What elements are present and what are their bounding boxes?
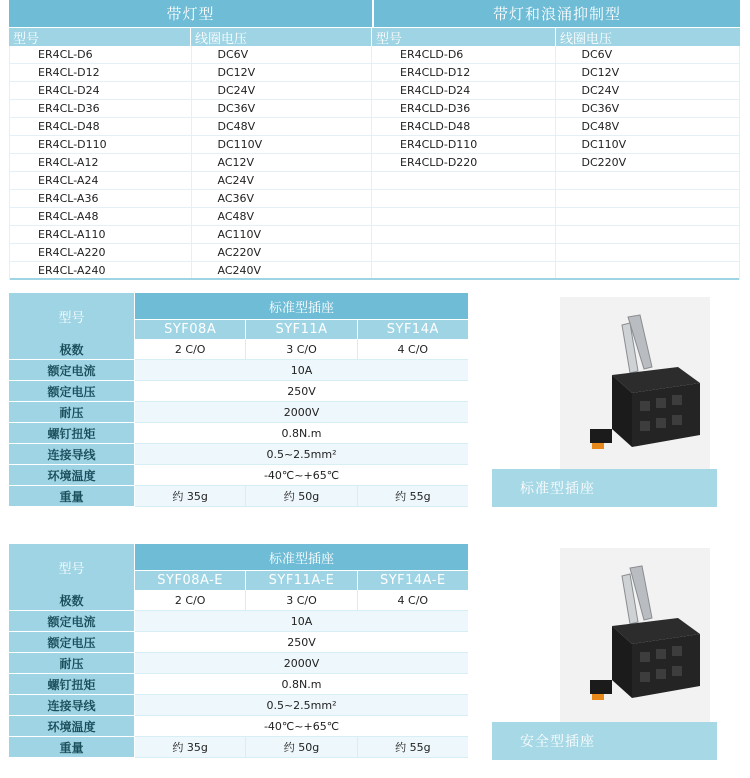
table-row bbox=[10, 136, 739, 154]
cell-value: 250V bbox=[135, 632, 468, 653]
cell-model: ER4CL-D6 bbox=[10, 46, 192, 63]
spec-row-temp bbox=[9, 716, 468, 737]
cell-value: 250V bbox=[135, 381, 468, 402]
table-row bbox=[10, 262, 739, 280]
cell-voltage: AC110V bbox=[192, 226, 373, 243]
cell-voltage: DC220V bbox=[581, 156, 627, 169]
table-row bbox=[10, 190, 739, 208]
cell-value: -40℃~+65℃ bbox=[135, 465, 468, 486]
table-row bbox=[10, 46, 739, 64]
cell-voltage: DC12V bbox=[192, 64, 373, 81]
cell-model bbox=[372, 190, 556, 207]
row-label: 连接导线 bbox=[9, 695, 135, 716]
col-header-model: 型号 bbox=[9, 28, 191, 46]
spec-header bbox=[9, 293, 468, 339]
spec-model-label: 型号 bbox=[9, 293, 135, 339]
table-row bbox=[10, 64, 739, 82]
product-card-safety bbox=[492, 548, 717, 758]
cell-model: ER4CL-A12 bbox=[10, 154, 192, 171]
cell-model: ER4CL-D110 bbox=[10, 136, 192, 153]
table-row bbox=[10, 172, 739, 190]
spec-model-name: SYF11A-E bbox=[246, 571, 357, 590]
cell-voltage: DC24V bbox=[581, 84, 620, 97]
row-label: 额定电压 bbox=[9, 381, 135, 402]
cell-voltage: AC12V bbox=[192, 154, 373, 171]
spec-model-name: SYF14A-E bbox=[379, 573, 446, 588]
cell-value: 4 C/O bbox=[358, 339, 468, 360]
cell-model: ER4CL-A220 bbox=[10, 244, 192, 261]
cell-voltage: DC48V bbox=[192, 118, 373, 135]
cell-value: 0.8N.m bbox=[135, 674, 468, 695]
cell-model: ER4CL-A48 bbox=[10, 208, 192, 225]
row-label: 极数 bbox=[9, 339, 135, 360]
cell-voltage: DC24V bbox=[192, 82, 373, 99]
spec-row-withstand bbox=[9, 402, 468, 423]
row-label: 额定电压 bbox=[9, 632, 135, 653]
row-label: 额定电流 bbox=[9, 611, 135, 632]
table-row bbox=[10, 154, 739, 172]
product-caption: 安全型插座 bbox=[492, 722, 717, 760]
cell-value: 10A bbox=[135, 611, 468, 632]
cell-voltage: AC220V bbox=[192, 244, 373, 261]
table-row bbox=[10, 244, 739, 262]
spec-header bbox=[9, 544, 468, 590]
row-label: 耐压 bbox=[9, 402, 135, 423]
row-label: 螺钉扭矩 bbox=[9, 674, 135, 695]
relay-model-table bbox=[9, 0, 740, 280]
spec-row-weight bbox=[9, 486, 468, 507]
cell-model: ER4CLD-D36 bbox=[372, 100, 556, 117]
product-card-standard bbox=[492, 297, 717, 507]
cell-voltage: AC36V bbox=[192, 190, 373, 207]
spec-row-wire bbox=[9, 695, 468, 716]
cell-value: 约 50g bbox=[246, 737, 357, 758]
spec-row-torque bbox=[9, 674, 468, 695]
cell-voltage: DC12V bbox=[581, 66, 620, 79]
cell-model: ER4CL-A36 bbox=[10, 190, 192, 207]
cell-voltage: AC24V bbox=[192, 172, 373, 189]
table-body bbox=[9, 46, 740, 280]
cell-model: ER4CLD-D110 bbox=[372, 136, 556, 153]
cell-model: ER4CL-D24 bbox=[10, 82, 192, 99]
row-label: 环境温度 bbox=[9, 465, 135, 486]
spec-row-current bbox=[9, 611, 468, 632]
table-row bbox=[10, 226, 739, 244]
table-row bbox=[10, 118, 739, 136]
row-label: 螺钉扭矩 bbox=[9, 423, 135, 444]
column-header-row bbox=[9, 27, 740, 46]
row-label: 连接导线 bbox=[9, 444, 135, 465]
row-label: 重量 bbox=[9, 486, 135, 507]
relay-socket-icon bbox=[560, 548, 710, 724]
cell-voltage bbox=[556, 262, 739, 278]
spec-row-withstand bbox=[9, 653, 468, 674]
row-label: 耐压 bbox=[9, 653, 135, 674]
spec-row-wire bbox=[9, 444, 468, 465]
cell-voltage bbox=[556, 208, 739, 225]
cell-voltage: DC110V bbox=[192, 136, 373, 153]
col-header-voltage: 线圈电压 bbox=[191, 28, 372, 46]
spec-model-label: 型号 bbox=[9, 544, 135, 590]
spec-model-name: SYF11A bbox=[246, 320, 357, 339]
cell-model: ER4CL-A24 bbox=[10, 172, 192, 189]
cell-value: 0.5~2.5mm² bbox=[135, 695, 468, 716]
spec-title: 标准型插座 bbox=[135, 293, 468, 320]
cell-model: ER4CL-A240 bbox=[10, 262, 192, 278]
relay-socket-image bbox=[560, 548, 710, 724]
col-header-model: 型号 bbox=[372, 28, 556, 46]
spec-model-name: SYF08A bbox=[135, 320, 246, 339]
cell-voltage: DC48V bbox=[581, 120, 620, 133]
cell-value: 10A bbox=[135, 360, 468, 381]
spec-title: 标准型插座 bbox=[135, 544, 468, 571]
spec-row-torque bbox=[9, 423, 468, 444]
cell-voltage bbox=[556, 172, 739, 189]
cell-value: 2 C/O bbox=[135, 590, 246, 611]
spec-row-temp bbox=[9, 465, 468, 486]
cell-model: ER4CLD-D48 bbox=[372, 118, 556, 135]
cell-value: 约 55g bbox=[358, 486, 468, 507]
cell-value: 2 C/O bbox=[135, 339, 246, 360]
cell-value: 3 C/O bbox=[246, 339, 357, 360]
cell-voltage: AC48V bbox=[192, 208, 373, 225]
relay-socket-icon bbox=[560, 297, 710, 473]
cell-voltage: DC6V bbox=[192, 46, 373, 63]
table-row bbox=[10, 100, 739, 118]
table-row bbox=[10, 82, 739, 100]
cell-model bbox=[372, 244, 556, 261]
cell-model: ER4CLD-D6 bbox=[372, 46, 556, 63]
cell-voltage bbox=[556, 190, 739, 207]
spec-model-name: SYF08A-E bbox=[135, 571, 246, 590]
spec-table-safety bbox=[9, 544, 468, 758]
row-label: 重量 bbox=[9, 737, 135, 758]
cell-model bbox=[372, 226, 556, 243]
cell-model: ER4CL-D48 bbox=[10, 118, 192, 135]
section-title-right: 带灯和浪涌抑制型 bbox=[374, 0, 740, 27]
table-row bbox=[10, 208, 739, 226]
cell-voltage: DC6V bbox=[581, 48, 613, 61]
cell-value: 2000V bbox=[135, 653, 468, 674]
spec-row-voltage bbox=[9, 632, 468, 653]
cell-value: 3 C/O bbox=[246, 590, 357, 611]
spec-row-current bbox=[9, 360, 468, 381]
cell-model bbox=[372, 262, 556, 278]
cell-model: ER4CLD-D24 bbox=[372, 82, 556, 99]
product-caption: 标准型插座 bbox=[492, 469, 717, 507]
cell-value: 约 35g bbox=[135, 737, 246, 758]
spec-row-poles bbox=[9, 590, 468, 611]
relay-socket-image bbox=[560, 297, 710, 473]
row-label: 极数 bbox=[9, 590, 135, 611]
cell-value: 4 C/O bbox=[358, 590, 468, 611]
col-header-voltage: 线圈电压 bbox=[560, 31, 613, 47]
cell-voltage: DC36V bbox=[192, 100, 373, 117]
spec-row-poles bbox=[9, 339, 468, 360]
row-label: 环境温度 bbox=[9, 716, 135, 737]
cell-voltage: AC240V bbox=[192, 262, 373, 278]
row-label: 额定电流 bbox=[9, 360, 135, 381]
cell-value: -40℃~+65℃ bbox=[135, 716, 468, 737]
spec-row-voltage bbox=[9, 381, 468, 402]
section-header-row bbox=[9, 0, 740, 27]
cell-model: ER4CLD-D12 bbox=[372, 64, 556, 81]
section-title-left: 带灯型 bbox=[9, 0, 372, 27]
cell-voltage bbox=[556, 226, 739, 243]
cell-voltage: DC110V bbox=[581, 138, 627, 151]
cell-voltage bbox=[556, 244, 739, 261]
cell-model bbox=[372, 208, 556, 225]
cell-value: 约 55g bbox=[358, 737, 468, 758]
spec-model-name: SYF14A bbox=[386, 322, 439, 337]
cell-model: ER4CL-A110 bbox=[10, 226, 192, 243]
cell-value: 约 35g bbox=[135, 486, 246, 507]
cell-value: 0.8N.m bbox=[135, 423, 468, 444]
cell-value: 0.5~2.5mm² bbox=[135, 444, 468, 465]
cell-value: 约 50g bbox=[246, 486, 357, 507]
cell-model: ER4CL-D36 bbox=[10, 100, 192, 117]
cell-model: ER4CL-D12 bbox=[10, 64, 192, 81]
cell-model bbox=[372, 172, 556, 189]
cell-model: ER4CLD-D220 bbox=[372, 154, 556, 171]
spec-row-weight bbox=[9, 737, 468, 758]
spec-table-standard bbox=[9, 293, 468, 507]
cell-voltage: DC36V bbox=[581, 102, 620, 115]
cell-value: 2000V bbox=[135, 402, 468, 423]
